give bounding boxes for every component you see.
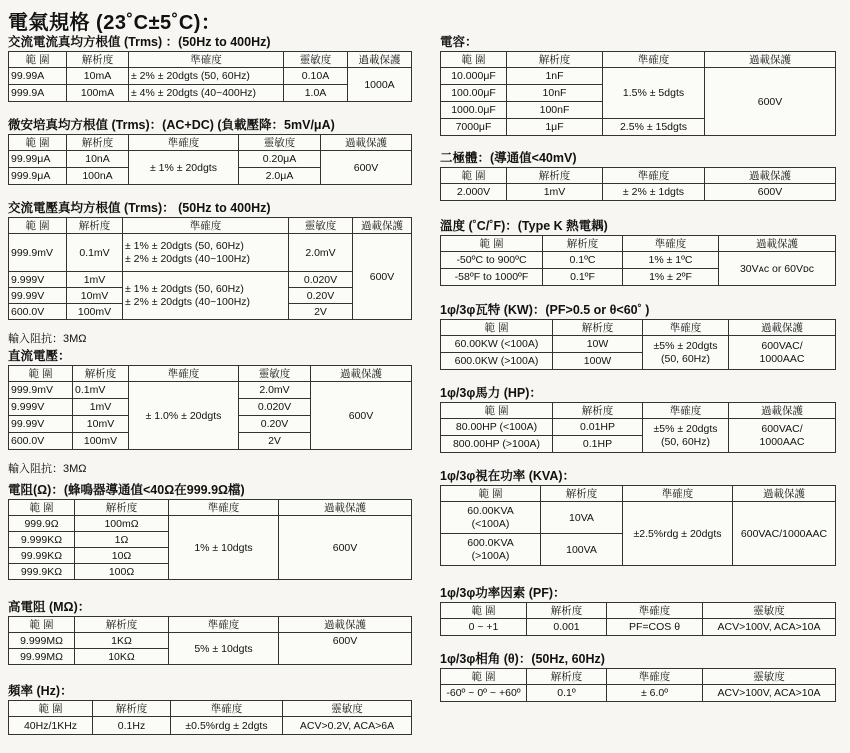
header-resolution: 解析度	[541, 486, 623, 502]
cell-resolution: 1mV	[67, 272, 123, 288]
header-overload: 過載保護	[729, 403, 836, 419]
resistance-table	[8, 499, 412, 580]
capacitance-section	[440, 34, 836, 136]
header-range: 範 圍	[441, 603, 527, 619]
section-title: 電容：	[440, 35, 478, 49]
header-overload: 過載保護	[321, 135, 412, 151]
cell-overload: 600V	[705, 68, 836, 136]
header-resolution: 解析度	[553, 403, 643, 419]
cell-range: 600.0V	[9, 433, 73, 450]
cell-range: 999.9A	[9, 85, 67, 102]
cell-resolution: 1KΩ	[75, 633, 169, 649]
cell-resolution: 0.1ºC	[543, 252, 623, 269]
cell-sensitivity: 1.0A	[284, 85, 348, 102]
header-accuracy: 準確度	[169, 500, 279, 516]
cell-accuracy: ± 2% ± 20dgts (50, 60Hz)	[129, 68, 284, 85]
cell-accuracy	[123, 272, 289, 320]
cell-resolution: 0.1HP	[553, 436, 643, 453]
cell-range: 99.99A	[9, 68, 67, 85]
cell-accuracy: ± 4% ± 20dgts (40~400Hz)	[129, 85, 284, 102]
table-row	[441, 502, 836, 534]
cell-resolution: 0.1Hz	[93, 717, 171, 735]
cell-overload: 600V	[311, 382, 412, 450]
cell-sensitivity: 0.020V	[239, 399, 311, 416]
ac-voltage-table	[8, 217, 412, 320]
header-range: 範 圍	[441, 486, 541, 502]
header-accuracy: 準確度	[123, 218, 289, 234]
section-title: 交流電壓真均方根值 (Trms)： (50Hz to 400Hz)	[8, 201, 271, 215]
cell-accuracy	[643, 336, 729, 370]
cell-resolution: 100mA	[67, 85, 129, 102]
accuracy-line: ±5% ± 20dgts	[653, 422, 718, 435]
cell-range: 10.000μF	[441, 68, 507, 85]
cell-resolution: 100mV	[73, 433, 129, 450]
header-accuracy: 準確度	[607, 603, 703, 619]
diode-table	[440, 167, 836, 201]
cell-accuracy: 1% ± 2ºF	[623, 269, 719, 286]
cell-range: 99.99V	[9, 288, 67, 304]
cell-accuracy: ± 6.0º	[607, 685, 703, 702]
header-resolution: 解析度	[553, 320, 643, 336]
kw-table	[440, 319, 836, 370]
cell-overload: 600V	[279, 516, 412, 580]
header-range: 範 圍	[441, 236, 543, 252]
header-accuracy: 準確度	[607, 669, 703, 685]
accuracy-line: ± 1% ± 20dgts (50, 60Hz)	[125, 282, 244, 295]
overload-line: 1000AAC	[759, 435, 805, 448]
cell-accuracy	[643, 419, 729, 453]
section-title: 二極體：(導通值<40mV)	[440, 151, 577, 165]
cell-resolution: 10KΩ	[75, 649, 169, 665]
header-resolution: 解析度	[75, 500, 169, 516]
cell-resolution: 100Ω	[75, 564, 169, 580]
range-line: 600.0KVA	[467, 536, 514, 549]
cell-range: 9.999MΩ	[9, 633, 75, 649]
table-row	[9, 717, 412, 735]
pf-table	[440, 602, 836, 636]
cell-range: -58ºF to 1000ºF	[441, 269, 543, 286]
cell-resolution: 100nA	[67, 168, 129, 185]
header-resolution: 解析度	[67, 52, 129, 68]
header-accuracy: 準確度	[643, 320, 729, 336]
overload-line: 600VAC/	[761, 339, 803, 352]
cell-accuracy: ± 2% ± 1dgts	[603, 184, 705, 201]
kva-table	[440, 485, 836, 566]
cell-accuracy	[123, 234, 289, 272]
header-range: 範 圍	[9, 52, 67, 68]
frequency-section	[8, 683, 412, 735]
header-accuracy: 準確度	[171, 701, 283, 717]
header-range: 範 圍	[441, 320, 553, 336]
section-title: 溫度 (˚C/˚F)：(Type K 熱電耦)	[440, 219, 608, 233]
cell-range: 99.99KΩ	[9, 548, 75, 564]
frequency-table	[8, 700, 412, 735]
cell-range	[441, 534, 541, 566]
diode-section	[440, 150, 836, 201]
header-accuracy: 準確度	[169, 617, 279, 633]
temperature-table	[440, 235, 836, 286]
header-overload: 過載保護	[705, 168, 836, 184]
header-accuracy: 準確度	[603, 168, 705, 184]
table-row	[9, 151, 412, 168]
cell-range: 99.99μA	[9, 151, 67, 168]
table-row	[441, 68, 836, 85]
header-range: 範 圍	[441, 669, 527, 685]
accuracy-line: ± 1% ± 20dgts (50, 60Hz)	[125, 239, 244, 252]
cell-resolution: 1mV	[73, 399, 129, 416]
cell-accuracy: ±2.5%rdg ± 20dgts	[623, 502, 733, 566]
table-row	[441, 419, 836, 436]
cell-resolution: 0.1mV	[67, 234, 123, 272]
cell-overload	[729, 419, 836, 453]
table-row	[9, 272, 412, 288]
header-sensitivity: 靈敏度	[289, 218, 353, 234]
header-range: 範 圍	[9, 366, 73, 382]
header-accuracy: 準確度	[129, 52, 284, 68]
section-title: 1φ/3φ相角 (θ)：(50Hz, 60Hz)	[440, 652, 605, 666]
cell-range: 99.99MΩ	[9, 649, 75, 665]
cell-resolution: 10nF	[507, 85, 603, 102]
cell-resolution: 10W	[553, 336, 643, 353]
cell-overload: 1000A	[348, 68, 412, 102]
cell-sensitivity: ACV>100V, ACA>10A	[703, 619, 836, 636]
table-row	[441, 336, 836, 353]
high-resistance-section	[8, 599, 412, 665]
hp-table	[440, 402, 836, 453]
table-row	[9, 633, 412, 649]
cell-resolution: 100mΩ	[75, 516, 169, 532]
header-resolution: 解析度	[527, 669, 607, 685]
table-row	[441, 619, 836, 636]
cell-sensitivity: 0.20V	[289, 288, 353, 304]
cell-accuracy: 1% ± 10dgts	[169, 516, 279, 580]
range-line: 60.00KVA	[467, 504, 514, 517]
cell-range: 80.00HP (<100A)	[441, 419, 553, 436]
section-title: 1φ/3φ馬力 (HP)：	[440, 386, 542, 400]
cell-sensitivity: 0.20μA	[239, 151, 321, 168]
range-line: (<100A)	[471, 517, 510, 530]
cell-resolution: 100W	[553, 353, 643, 370]
header-overload: 過載保護	[279, 617, 412, 633]
resistance-section	[8, 482, 412, 580]
header-resolution: 解析度	[507, 168, 603, 184]
cell-overload: 600VAC/1000AAC	[733, 502, 836, 566]
header-overload: 過載保護	[705, 52, 836, 68]
overload-line: 600VAC/	[761, 422, 803, 435]
cell-range: -60º ~ 0º ~ +60º	[441, 685, 527, 702]
section-title: 電阻(Ω)：(蜂鳴器導通值<40Ω在999.9Ω檔)	[8, 483, 245, 497]
cell-range: 40Hz/1KHz	[9, 717, 93, 735]
table-row	[441, 685, 836, 702]
cell-resolution: 0.01HP	[553, 419, 643, 436]
overload-line: 1000AAC	[759, 352, 805, 365]
cell-accuracy: ±0.5%rdg ± 2dgts	[171, 717, 283, 735]
cell-sensitivity: 2.0μA	[239, 168, 321, 185]
cell-range: 9.999V	[9, 272, 67, 288]
dc-voltage-table	[8, 365, 412, 450]
section-title: 1φ/3φ視在功率 (KVA)：	[440, 469, 576, 483]
cell-range	[441, 502, 541, 534]
section-title: 頻率 (Hz)：	[8, 684, 73, 698]
ac-current-section	[8, 34, 412, 102]
cell-overload: 600V	[279, 633, 412, 665]
cell-range: 7000μF	[441, 119, 507, 136]
cell-resolution: 1nF	[507, 68, 603, 85]
high-resistance-table	[8, 616, 412, 665]
cell-resolution: 10nA	[67, 151, 129, 168]
cell-accuracy: ± 1.0% ± 20dgts	[129, 382, 239, 450]
cell-range: 99.99V	[9, 416, 73, 433]
section-title: 交流電流真均方根值 (Trms) ：(50Hz to 400Hz)	[8, 35, 271, 49]
header-accuracy: 準確度	[129, 135, 239, 151]
accuracy-line: (50, 60Hz)	[660, 435, 711, 448]
header-accuracy: 準確度	[623, 486, 733, 502]
header-resolution: 解析度	[507, 52, 603, 68]
cell-resolution: 100nF	[507, 102, 603, 119]
cell-range: 0 ~ +1	[441, 619, 527, 636]
header-sensitivity: 靈敏度	[239, 366, 311, 382]
cell-range: 999.9mV	[9, 382, 73, 399]
cell-sensitivity: ACV>0.2V, ACA>6A	[283, 717, 412, 735]
header-range: 範 圍	[441, 52, 507, 68]
cell-range: 600.0KW (>100A)	[441, 353, 553, 370]
ua-current-section	[8, 117, 412, 185]
ua-current-table	[8, 134, 412, 185]
cell-accuracy: PF=COS θ	[607, 619, 703, 636]
cell-range: 999.9Ω	[9, 516, 75, 532]
header-range: 範 圍	[9, 617, 75, 633]
cell-accuracy: 1% ± 1ºC	[623, 252, 719, 269]
cell-sensitivity: 2V	[239, 433, 311, 450]
capacitance-table	[440, 51, 836, 136]
cell-sensitivity: 0.10A	[284, 68, 348, 85]
header-range: 範 圍	[9, 701, 93, 717]
input-impedance-note: 輸入阻抗：3MΩ	[8, 333, 87, 345]
header-overload: 過載保護	[311, 366, 412, 382]
header-sensitivity: 靈敏度	[283, 701, 412, 717]
header-sensitivity: 靈敏度	[703, 603, 836, 619]
cell-overload	[729, 336, 836, 370]
kw-section	[440, 302, 836, 370]
cell-range: 60.00KW (<100A)	[441, 336, 553, 353]
cell-resolution: 10mA	[67, 68, 129, 85]
cell-sensitivity: 0.020V	[289, 272, 353, 288]
temperature-section	[440, 218, 836, 286]
header-range: 範 圍	[9, 218, 67, 234]
header-accuracy: 準確度	[603, 52, 705, 68]
section-title: 1φ/3φ功率因素 (PF)：	[440, 586, 566, 600]
cell-resolution: 100VA	[541, 534, 623, 566]
cell-resolution: 1μF	[507, 119, 603, 136]
header-accuracy: 準確度	[129, 366, 239, 382]
cell-range: 999.9μA	[9, 168, 67, 185]
header-resolution: 解析度	[93, 701, 171, 717]
page-title: 電氣規格 (23˚C±5˚C)：	[8, 12, 222, 34]
table-row	[9, 382, 412, 399]
ac-current-table	[8, 51, 412, 102]
header-range: 範 圍	[9, 500, 75, 516]
cell-accuracy: 5% ± 10dgts	[169, 633, 279, 665]
phase-angle-table	[440, 668, 836, 702]
accuracy-line: (50, 60Hz)	[660, 352, 711, 365]
cell-range: 999.9mV	[9, 234, 67, 272]
table-row	[9, 234, 412, 272]
section-title: 1φ/3φ瓦特 (KW)：(PF>0.5 or θ<60˚ )	[440, 303, 650, 317]
header-overload: 過載保護	[729, 320, 836, 336]
table-row	[441, 252, 836, 269]
header-sensitivity: 靈敏度	[284, 52, 348, 68]
cell-sensitivity: 2.0mV	[289, 234, 353, 272]
header-resolution: 解析度	[527, 603, 607, 619]
header-accuracy: 準確度	[643, 403, 729, 419]
table-row	[9, 68, 412, 85]
pf-section	[440, 585, 836, 636]
cell-sensitivity: 0.20V	[239, 416, 311, 433]
cell-resolution: 10mV	[73, 416, 129, 433]
cell-range: 9.999KΩ	[9, 532, 75, 548]
cell-resolution: 100mV	[67, 304, 123, 320]
cell-resolution: 0.1mV	[73, 382, 129, 399]
cell-accuracy: ± 1% ± 20dgts	[129, 151, 239, 185]
cell-overload: 600V	[705, 184, 836, 201]
cell-range: -50ºC to 900ºC	[441, 252, 543, 269]
cell-range: 9.999V	[9, 399, 73, 416]
header-resolution: 解析度	[67, 218, 123, 234]
header-resolution: 解析度	[543, 236, 623, 252]
cell-range: 1000.0μF	[441, 102, 507, 119]
section-title: 直流電壓：	[8, 349, 71, 363]
cell-overload: 600V	[321, 151, 412, 185]
accuracy-line: ± 2% ± 20dgts (40~100Hz)	[125, 295, 251, 308]
accuracy-line: ± 2% ± 20dgts (40~100Hz)	[125, 252, 251, 265]
cell-sensitivity: 2V	[289, 304, 353, 320]
header-range: 範 圍	[441, 168, 507, 184]
hp-section	[440, 385, 836, 453]
header-overload: 過載保護	[353, 218, 412, 234]
header-resolution: 解析度	[67, 135, 129, 151]
header-overload: 過載保護	[719, 236, 836, 252]
cell-overload: 30Vᴀᴄ or 60Vᴅᴄ	[719, 252, 836, 286]
table-row	[9, 516, 412, 532]
cell-resolution: 10mV	[67, 288, 123, 304]
cell-resolution: 10VA	[541, 502, 623, 534]
ac-voltage-section	[8, 200, 412, 320]
range-line: (>100A)	[471, 549, 510, 562]
cell-accuracy: 1.5% ± 5dgts	[603, 68, 705, 119]
header-range: 範 圍	[441, 403, 553, 419]
cell-resolution: 1Ω	[75, 532, 169, 548]
cell-resolution: 0.001	[527, 619, 607, 636]
header-overload: 過載保護	[348, 52, 412, 68]
cell-sensitivity: 2.0mV	[239, 382, 311, 399]
section-title: 微安培真均方根值 (Trms)：(AC+DC) (負載壓降：5mV/μA)	[8, 118, 335, 132]
cell-range: 999.9KΩ	[9, 564, 75, 580]
cell-resolution: 10Ω	[75, 548, 169, 564]
header-accuracy: 準確度	[623, 236, 719, 252]
kva-section	[440, 468, 836, 566]
header-range: 範 圍	[9, 135, 67, 151]
phase-angle-section	[440, 651, 836, 702]
table-row	[441, 184, 836, 201]
cell-resolution: 1mV	[507, 184, 603, 201]
accuracy-line: ±5% ± 20dgts	[653, 339, 718, 352]
cell-range: 600.0V	[9, 304, 67, 320]
cell-overload: 600V	[353, 234, 412, 320]
cell-sensitivity: ACV>100V, ACA>10A	[703, 685, 836, 702]
header-resolution: 解析度	[73, 366, 129, 382]
cell-range: 800.00HP (>100A)	[441, 436, 553, 453]
header-sensitivity: 靈敏度	[703, 669, 836, 685]
input-impedance-note: 輸入阻抗：3MΩ	[8, 463, 87, 475]
section-title: 高電阻 (MΩ)：	[8, 600, 91, 614]
cell-resolution: 0.1º	[527, 685, 607, 702]
header-overload: 過載保護	[279, 500, 412, 516]
header-resolution: 解析度	[75, 617, 169, 633]
header-sensitivity: 靈敏度	[239, 135, 321, 151]
cell-range: 2.000V	[441, 184, 507, 201]
header-overload: 過載保護	[733, 486, 836, 502]
dc-voltage-section	[8, 348, 412, 450]
cell-resolution: 0.1ºF	[543, 269, 623, 286]
cell-accuracy: 2.5% ± 15dgts	[603, 119, 705, 136]
cell-range: 100.00μF	[441, 85, 507, 102]
